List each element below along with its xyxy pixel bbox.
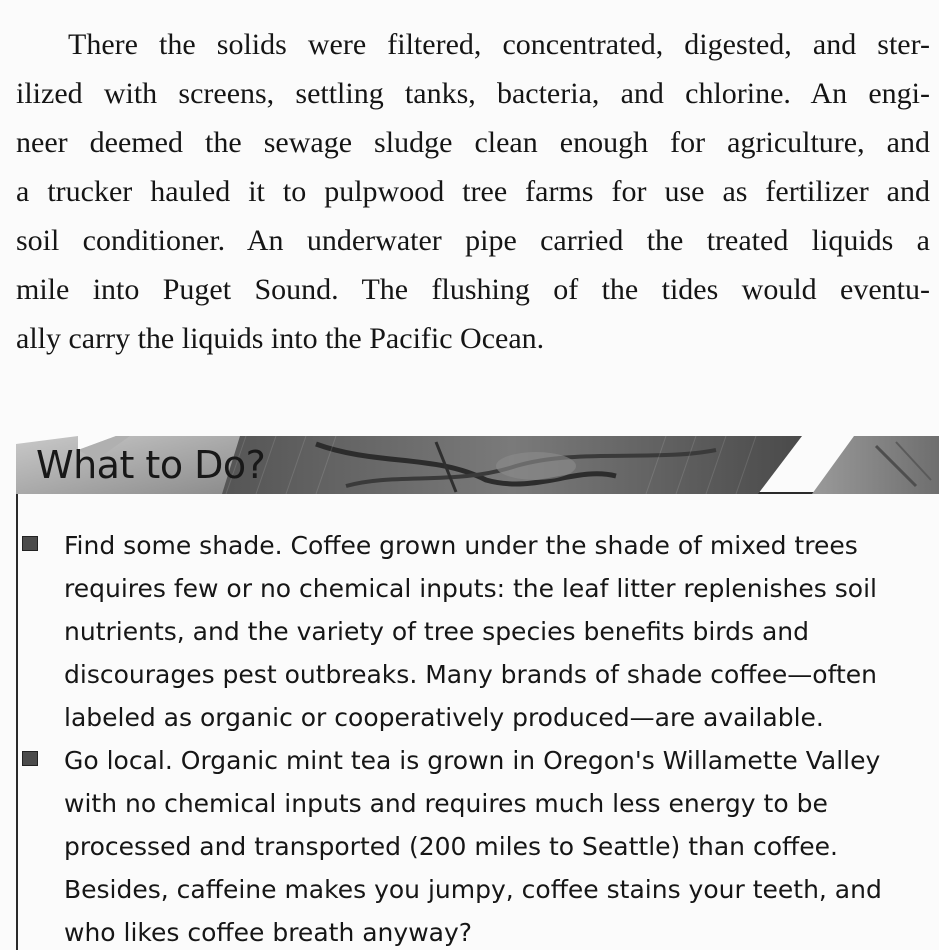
paragraph-line: ilized with screens, settling tanks, bacteria, and chlorine. An engi-	[16, 77, 930, 110]
square-bullet-icon	[22, 536, 38, 551]
body-paragraph	[16, 20, 930, 363]
list-item-line: nutrients, and the variety of tree species benefits birds and	[64, 617, 810, 646]
list-item-line: requires few or no chemical inputs: the leaf litter replenishes soil	[64, 574, 877, 603]
list-item-line: who likes coffee breath anyway?	[64, 918, 473, 947]
paragraph-line: a trucker hauled it to pulpwood tree farms for use as fertilizer and	[16, 175, 930, 208]
paragraph-line: mile into Puget Sound. The flushing of the tides would eventu-	[16, 273, 930, 306]
sidebar-heading: What to Do?	[36, 443, 266, 487]
list-item-line: processed and transported (200 miles to Seattle) than coffee.	[64, 832, 838, 861]
list-item-line: discourages pest outbreaks. Many brands of shade coffee—often	[64, 660, 877, 689]
paragraph-line: soil conditioner. An underwater pipe carried the treated liquids a	[16, 224, 930, 257]
tips-list	[20, 524, 925, 950]
square-bullet-icon	[22, 751, 38, 766]
paragraph-line: ally carry the liquids into the Pacific Ocean.	[16, 322, 545, 355]
paragraph-line: There the solids were filtered, concentrated, digested, and ster-	[68, 28, 930, 61]
list-item-line: labeled as organic or cooperatively produced—are available.	[64, 703, 824, 732]
paragraph-line: neer deemed the sewage sludge clean enough for agriculture, and	[16, 126, 930, 159]
list-item	[20, 524, 925, 739]
list-item-line: Besides, caffeine makes you jumpy, coffee stains your teeth, and	[64, 875, 882, 904]
list-item	[20, 739, 925, 950]
list-item-line: with no chemical inputs and requires much less energy to be	[64, 789, 828, 818]
list-item-line: Go local. Organic mint tea is grown in Oregon's Willamette Valley	[64, 746, 881, 775]
list-item-line: Find some shade. Coffee grown under the shade of mixed trees	[64, 531, 858, 560]
